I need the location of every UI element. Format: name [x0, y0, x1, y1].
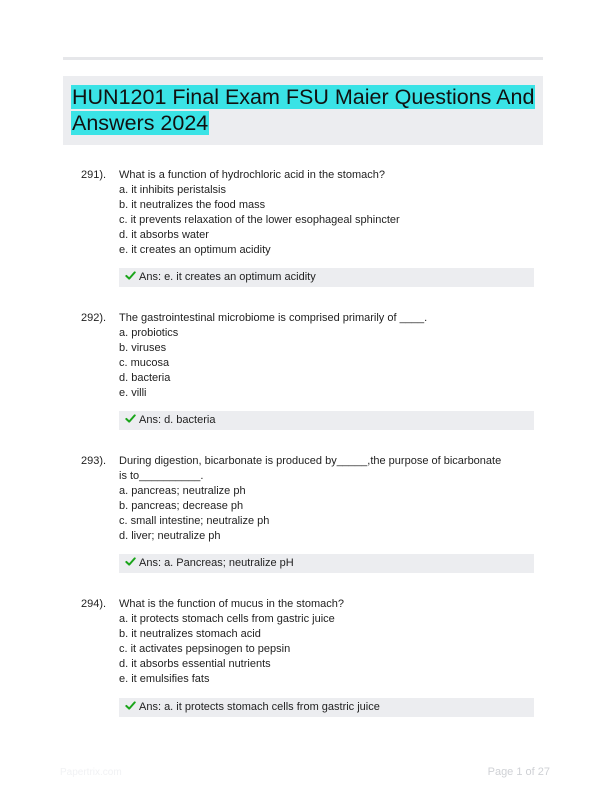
option-item: d. bacteria — [119, 372, 171, 384]
option-list — [119, 484, 504, 544]
footer-watermark: Papertrix.com — [60, 767, 122, 778]
question-body — [119, 454, 504, 544]
option-item: e. it creates an optimum acidity — [119, 244, 271, 256]
option-item: d. it absorbs water — [119, 229, 209, 241]
option-item: b. it neutralizes the food mass — [119, 199, 266, 211]
checkmark-icon — [125, 270, 136, 281]
question-number: 291). — [81, 169, 107, 181]
option-item: c. it activates pepsinogen to pepsin — [119, 643, 291, 655]
option-item: c. it prevents relaxation of the lower esophageal sphincter — [119, 214, 400, 226]
option-list — [119, 183, 524, 258]
option-item: e. villi — [119, 387, 147, 399]
question-number: 294). — [81, 598, 107, 610]
answer-box — [119, 554, 534, 573]
answer-text: Ans: a. Pancreas; neutralize pH — [139, 557, 294, 569]
question-number: 292). — [81, 312, 107, 324]
option-item: a. pancreas; neutralize ph — [119, 485, 246, 497]
question-text: What is the function of mucus in the stomach? — [119, 598, 345, 610]
option-item: d. it absorbs essential nutrients — [119, 658, 271, 670]
option-item: a. it protects stomach cells from gastric juice — [119, 613, 335, 625]
option-item: c. small intestine; neutralize ph — [119, 515, 270, 527]
option-item: c. mucosa — [119, 357, 170, 369]
page-number: Page 1 of 27 — [487, 766, 550, 778]
page-title — [71, 85, 541, 136]
title-banner — [63, 76, 543, 145]
question-text: What is a function of hydrochloric acid in the stomach? — [119, 169, 385, 181]
question-text: During digestion, bicarbonate is produced by_____,the purpose of bicarbonate is to__________. — [119, 455, 502, 482]
option-item: b. pancreas; decrease ph — [119, 500, 244, 512]
answer-text: Ans: a. it protects stomach cells from gastric juice — [139, 701, 380, 713]
option-list — [119, 326, 524, 401]
checkmark-icon — [125, 700, 136, 711]
option-item: a. probiotics — [119, 327, 179, 339]
option-list — [119, 612, 524, 687]
option-item: b. viruses — [119, 342, 167, 354]
top-divider — [63, 57, 543, 60]
option-item: a. it inhibits peristalsis — [119, 184, 226, 196]
answer-text: Ans: d. bacteria — [139, 414, 216, 426]
checkmark-icon — [125, 556, 136, 567]
question-body — [119, 597, 524, 687]
question-body — [119, 168, 524, 258]
question-number: 293). — [81, 455, 107, 467]
question-body — [119, 311, 524, 401]
question-text: The gastrointestinal microbiome is comprised primarily of ____. — [119, 312, 428, 324]
option-item: e. it emulsifies fats — [119, 673, 210, 685]
option-item: b. it neutralizes stomach acid — [119, 628, 261, 640]
answer-text: Ans: e. it creates an optimum acidity — [139, 271, 316, 283]
answer-box — [119, 411, 534, 430]
answer-box — [119, 698, 534, 717]
page-title-text: HUN1201 Final Exam FSU Maier Questions And Answers 2024 — [72, 85, 535, 135]
option-item: d. liver; neutralize ph — [119, 530, 221, 542]
checkmark-icon — [125, 413, 136, 424]
answer-box — [119, 268, 534, 287]
